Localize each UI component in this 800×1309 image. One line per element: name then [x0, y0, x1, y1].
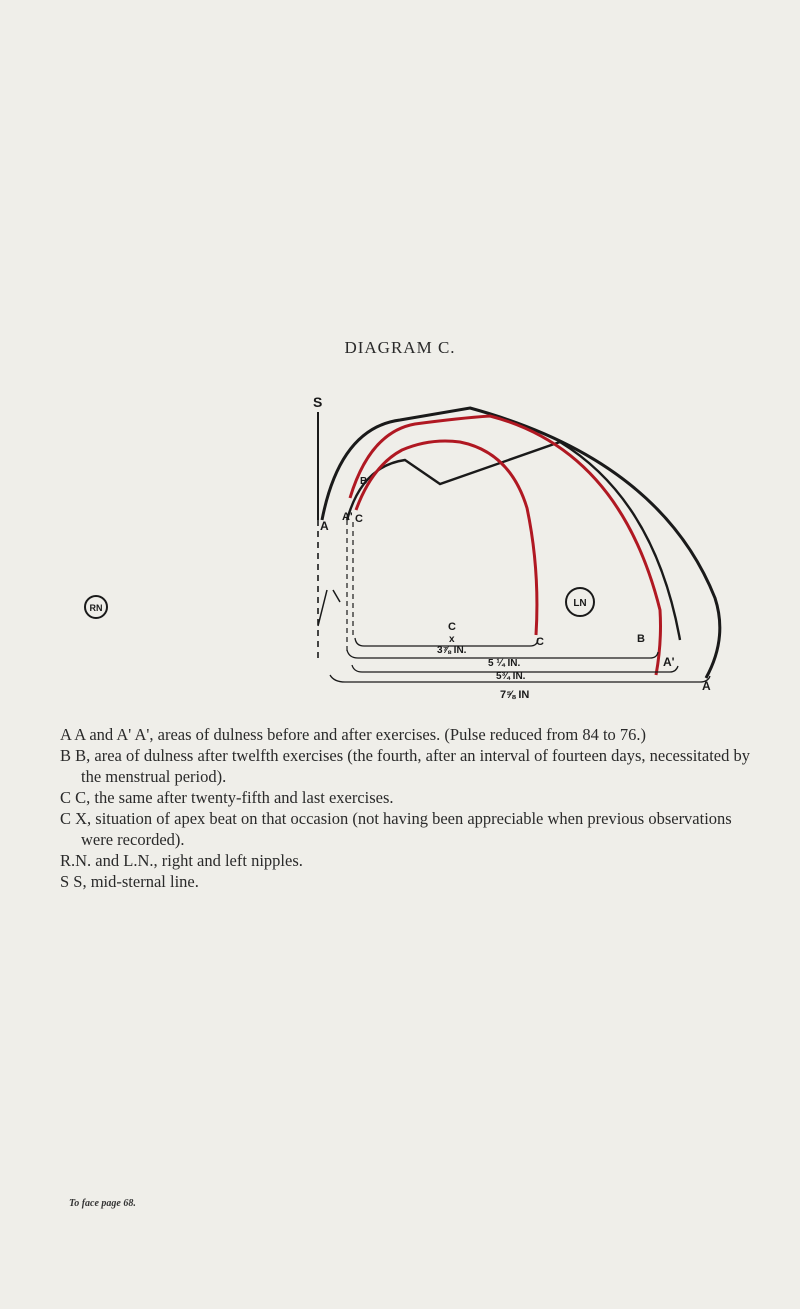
- legend-entry-aa: A A and A' A', areas of dulness before and after exercises. (Pulse reduced from 84 to 76.): [60, 725, 647, 744]
- legend-entry-cc: C C, the same after twenty-fifth and last exercises.: [60, 788, 394, 807]
- legend-entry-nipples: R.N. and L.N., right and left nipples.: [60, 851, 303, 870]
- diagram-title: DIAGRAM C.: [344, 338, 456, 357]
- curve-a-prime-black: [347, 442, 680, 640]
- label-a-prime-right: A': [663, 655, 675, 669]
- label-rn: RN: [89, 603, 103, 613]
- legend: [60, 724, 750, 892]
- label-b-right: B: [637, 633, 645, 645]
- label-c-x-top: C: [448, 621, 456, 633]
- legend-entry-ss: S S, mid-sternal line.: [60, 872, 199, 891]
- legend-entry-bb: B B, area of dulness after twelfth exercises (the fourth, after an interval of fourteen days, necessitated by the menstrual period).: [60, 746, 750, 786]
- measure-label-4: 7⅝ IN: [500, 689, 530, 701]
- label-s: S: [313, 394, 323, 410]
- measure-label-2: 5 ¼ IN.: [488, 658, 521, 669]
- label-a-prime-top: A': [342, 511, 353, 523]
- dulness-diagram: [0, 380, 800, 720]
- measure-label-1: 3⅞ IN.: [437, 645, 467, 656]
- measure-line-2: [347, 650, 658, 658]
- label-a-left: A: [320, 519, 329, 533]
- label-a-right: A: [702, 679, 711, 693]
- label-ln: LN: [573, 598, 587, 609]
- a-left-lines: [318, 590, 340, 626]
- label-c-prime-top: C: [355, 513, 363, 525]
- legend-entry-cx: C X, situation of apex beat on that occasion (not having been appreciable when previous observations were recorded).: [60, 809, 732, 849]
- measure-label-3: 5¾ IN.: [496, 671, 526, 682]
- curve-c-red: [356, 441, 537, 635]
- label-x-mark: x: [449, 634, 455, 645]
- label-b-top: B: [360, 476, 368, 487]
- page-footer: To face page 68.: [69, 1198, 136, 1209]
- label-c-right: C: [536, 636, 544, 648]
